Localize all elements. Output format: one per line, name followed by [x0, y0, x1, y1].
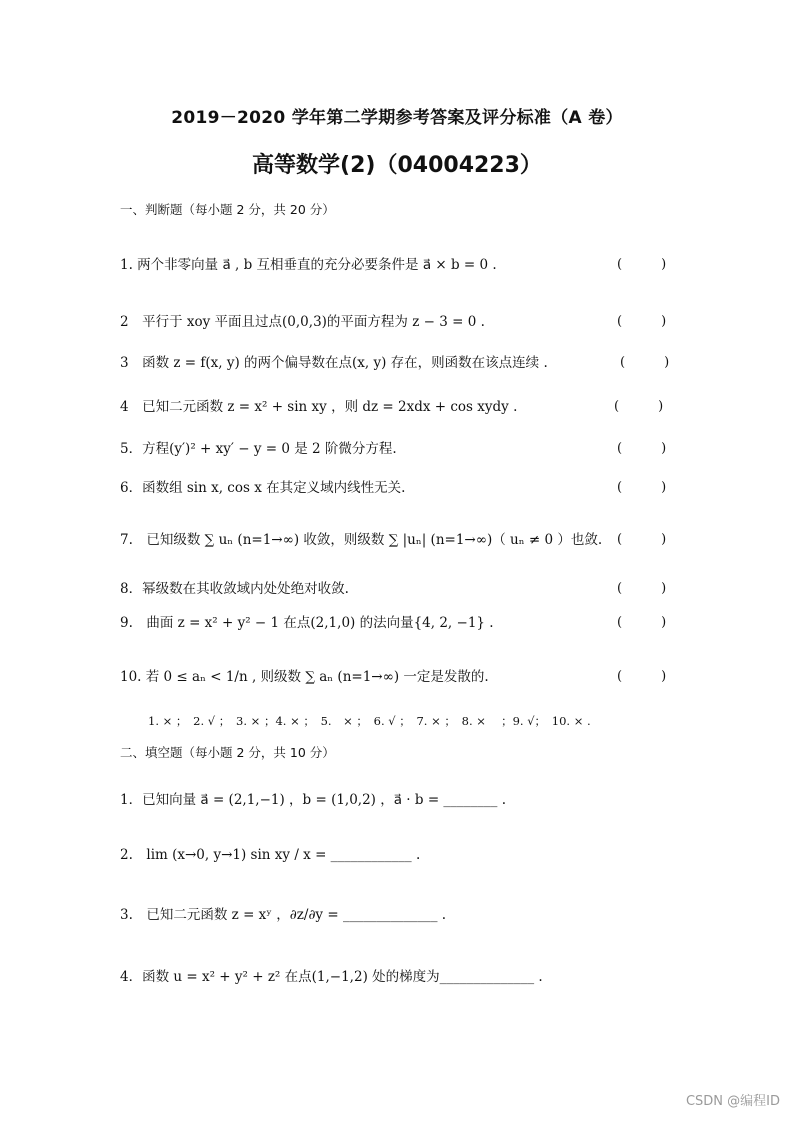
question-1-8: 8．幂级数在其收敛域内处处绝对收敛.: [120, 581, 349, 597]
section-1-answers: 1. × ； 2. √ ； 3. × ；4. × ； 5. × ； 6. √ ； 7. × ； 8. × ；9. √； 10. × .: [148, 714, 591, 728]
answer-paren: ( ): [614, 399, 664, 414]
section-1-heading: 一、判断题（每小题 2 分，共 20 分）: [120, 202, 335, 217]
question-1-7: 7. 已知级数 ∑ uₙ (n=1→∞) 收敛，则级数 ∑ |uₙ| (n=1→∞)（ uₙ ≠ 0 ）也敛.: [120, 532, 603, 548]
question-1-4: 4 已知二元函数 z = x² + sin xy ，则 dz = 2xdx + cos xydy .: [120, 399, 518, 415]
question-1-2: 2 平行于 xoy 平面且过点(0,0,3)的平面方程为 z − 3 = 0 .: [120, 314, 485, 330]
question-1-3: 3 函数 z = f(x, y) 的两个偏导数在点(x, y) 存在，则函数在该点连续 .: [120, 355, 548, 371]
question-2-4: 4．函数 u = x² + y² + z² 在点(1,−1,2) 处的梯度为______________ .: [120, 969, 543, 985]
answer-paren: ( ): [617, 480, 667, 495]
page-title: 2019－2020 学年第二学期参考答案及评分标准（A 卷）: [171, 108, 623, 128]
answer-paren: ( ): [617, 615, 667, 630]
answer-paren: ( ): [617, 669, 667, 684]
answer-paren: ( ): [617, 532, 667, 547]
question-1-6: 6．函数组 sin x, cos x 在其定义域内线性无关.: [120, 480, 406, 496]
answer-paren: ( ): [617, 257, 667, 272]
question-2-2: 2. lim (x→0, y→1) sin xy / x = ____________ .: [120, 847, 421, 863]
answer-paren: ( ): [617, 441, 667, 456]
course-subtitle: 高等数学(2)（04004223）: [252, 153, 542, 178]
question-1-5: 5．方程(y′)² + xy′ − y = 0 是 2 阶微分方程.: [120, 441, 397, 457]
question-2-1: 1．已知向量 a⃗ = (2,1,−1) ，b = (1,0,2) ，a⃗ · b = ________ .: [120, 792, 507, 808]
question-1-1: 1. 两个非零向量 a⃗ , b 互相垂直的充分必要条件是 a⃗ × b = 0 .: [120, 257, 497, 273]
question-1-9: 9. 曲面 z = x² + y² − 1 在点(2,1,0) 的法向量{4, 2, −1} .: [120, 615, 494, 631]
answer-paren: ( ): [620, 355, 670, 370]
answer-paren: ( ): [617, 314, 667, 329]
answer-paren: ( ): [617, 581, 667, 596]
question-1-10: 10. 若 0 ≤ aₙ < 1/n , 则级数 ∑ aₙ (n=1→∞) 一定是发散的.: [120, 669, 489, 685]
watermark: CSDN @编程ID: [685, 1094, 780, 1109]
question-2-3: 3. 已知二元函数 z = xʸ ，∂z/∂y = ______________ .: [120, 907, 447, 923]
section-2-heading: 二、填空题（每小题 2 分，共 10 分）: [120, 745, 335, 760]
